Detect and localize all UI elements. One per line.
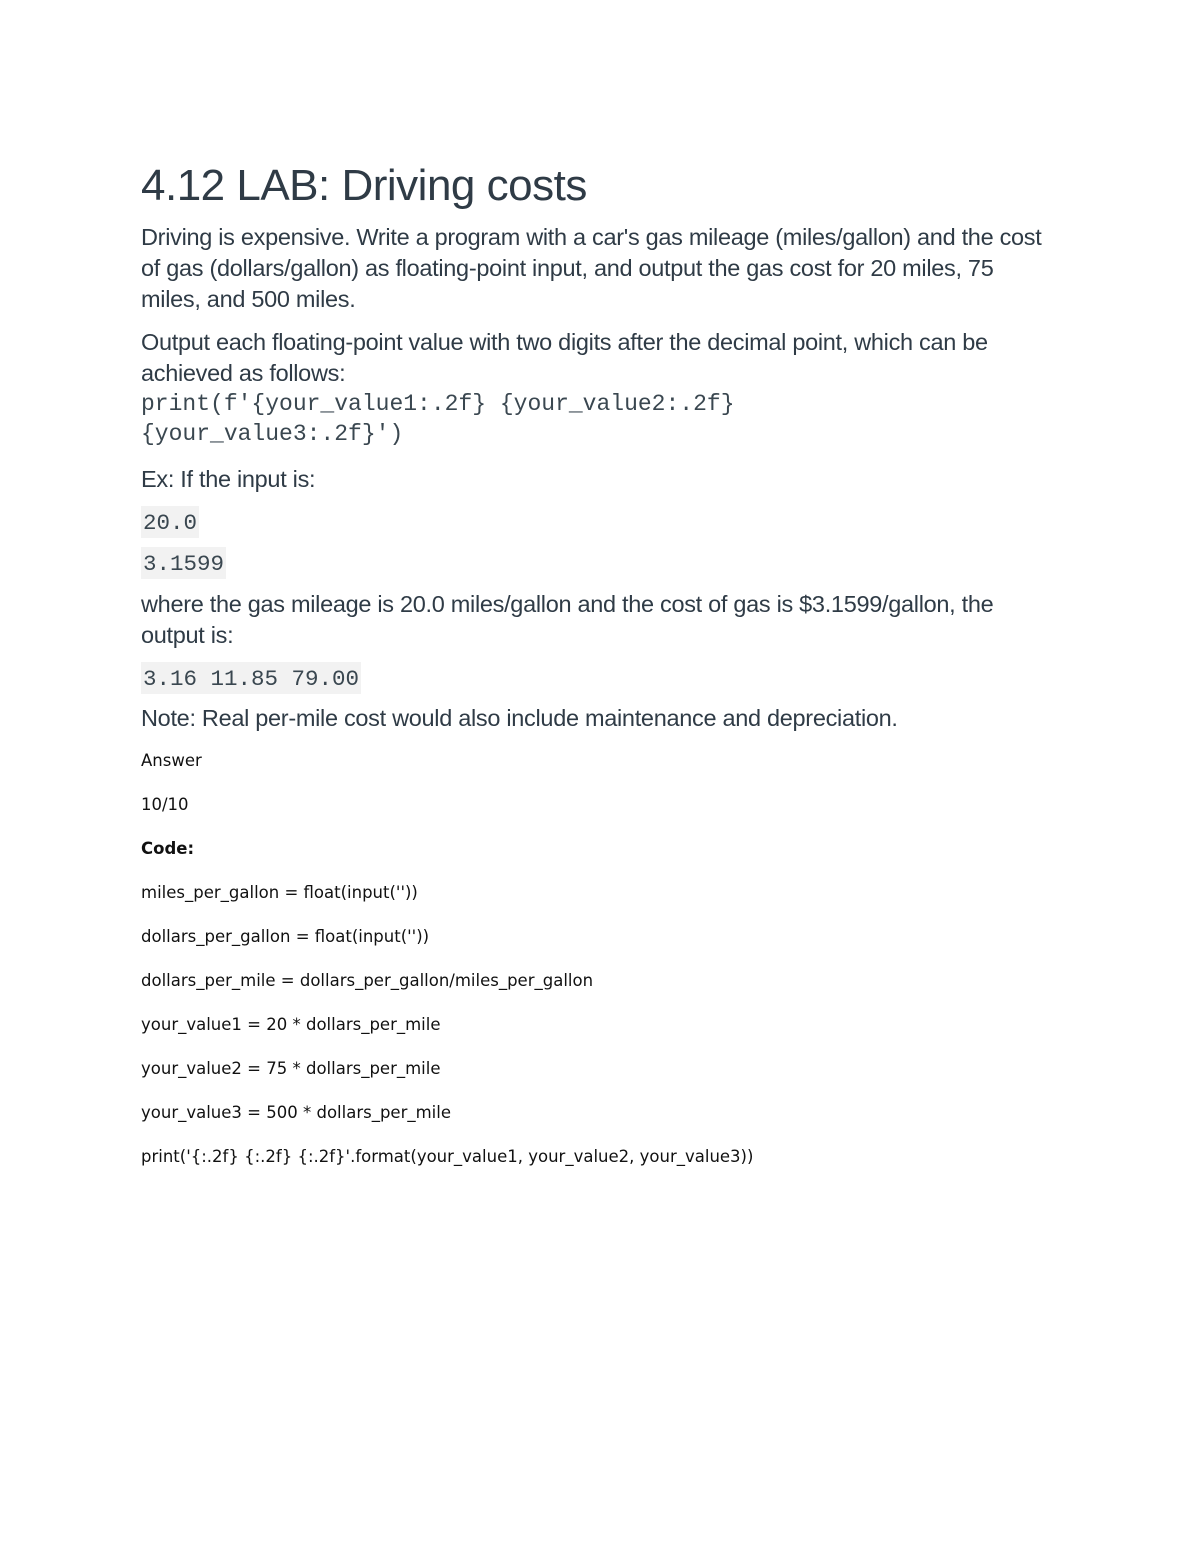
example-input-1-wrap <box>141 506 1051 538</box>
code-line-1: miles_per_gallon = float(input('')) <box>141 883 418 902</box>
code-line-6: your_value3 = 500 * dollars_per_mile <box>141 1103 451 1122</box>
print-example-line-2: {your_value3:.2f}') <box>141 421 404 447</box>
code-line-3: dollars_per_mile = dollars_per_gallon/miles_per_gallon <box>141 971 594 990</box>
example-input-2-wrap <box>141 547 1051 579</box>
code-line-4: your_value1 = 20 * dollars_per_mile <box>141 1015 441 1034</box>
code-label: Code: <box>141 839 195 858</box>
example-output: 3.16 11.85 79.00 <box>141 662 361 694</box>
code-line-5: your_value2 = 75 * dollars_per_mile <box>141 1059 441 1078</box>
intro-paragraph: Driving is expensive. Write a program with a car's gas mileage (miles/gallon) and the cost of gas (dollars/gallon) as floating-point input, and output the gas cost for 20 miles, 75 miles, and 500 miles. <box>141 224 1042 312</box>
print-example <box>141 389 1051 449</box>
output-instruction: Output each floating-point value with two digits after the decimal point, which can be achieved as follows: <box>141 329 988 386</box>
example-output-wrap <box>141 662 1051 694</box>
note: Note: Real per-mile cost would also include maintenance and depreciation. <box>141 705 898 731</box>
score: 10/10 <box>141 795 189 814</box>
example-input-2: 3.1599 <box>141 547 226 579</box>
example-explanation: where the gas mileage is 20.0 miles/gallon and the cost of gas is $3.1599/gallon, the output is: <box>141 591 994 648</box>
code-line-2: dollars_per_gallon = float(input('')) <box>141 927 430 946</box>
print-example-line-1: print(f'{your_value1:.2f} {your_value2:.2f} <box>141 391 735 417</box>
page-title: 4.12 LAB: Driving costs <box>141 161 587 210</box>
document-page <box>141 158 1051 1167</box>
example-intro: Ex: If the input is: <box>141 466 316 492</box>
code-line-7: print('{:.2f} {:.2f} {:.2f}'.format(your_value1, your_value2, your_value3)) <box>141 1147 754 1166</box>
answer-label: Answer <box>141 751 202 770</box>
example-input-1: 20.0 <box>141 506 199 538</box>
